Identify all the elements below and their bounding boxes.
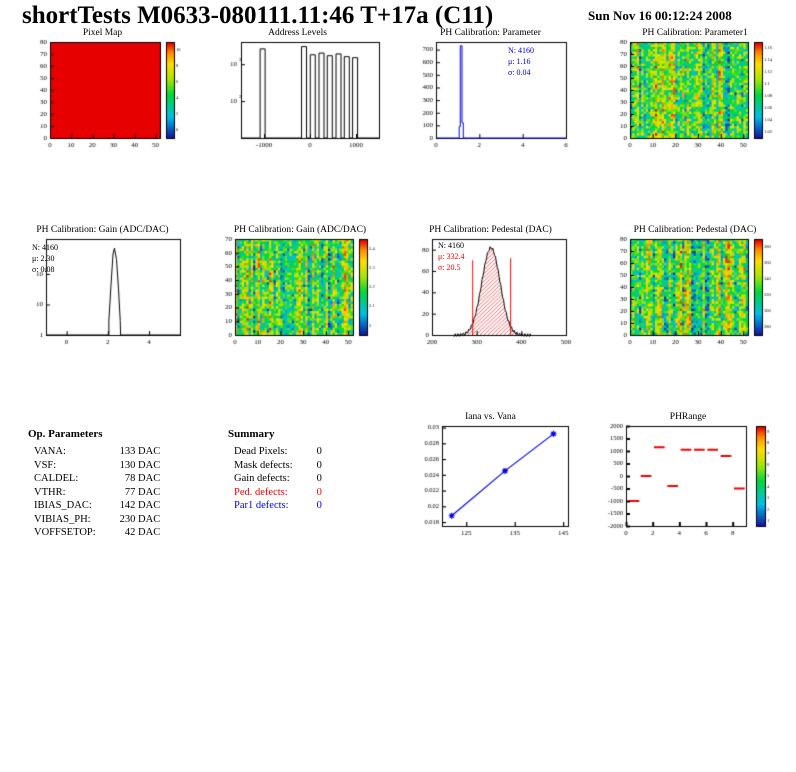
table-row (34, 514, 160, 528)
panel-title-pedestal-map: PH Calibration: Pedestal (DAC) (633, 225, 757, 235)
panel-pixel-map (10, 28, 195, 163)
row-label: Dead Pixels: (234, 446, 288, 457)
row-value: 0 (316, 473, 322, 484)
table-row (234, 446, 322, 460)
panel-title-gain-hist: PH Calibration: Gain (ADC/DAC) (36, 225, 169, 235)
table-row (234, 473, 322, 487)
row-value: 130 DAC (119, 459, 161, 471)
row-label: VIBIAS_PH: (34, 513, 91, 525)
row-value: 0 (316, 500, 322, 511)
panel-title-iana-vs-vana: Iana vs. Vana (465, 412, 516, 422)
stat-n-ph-parameter: N: 4160 (508, 46, 534, 55)
ph-parameter1-map-plot (608, 38, 786, 153)
row-label: Ped. defects: (234, 486, 288, 498)
table-row (234, 460, 322, 474)
panel-title-pedestal-hist: PH Calibration: Pedestal (DAC) (429, 225, 552, 235)
op-parameters-heading: Op. Parameters (28, 428, 103, 440)
stat-n-gain: N: 4160 (32, 243, 58, 252)
panel-address-levels (205, 28, 390, 163)
panel-ph-parameter (398, 28, 583, 163)
pedestal-hist-plot (406, 235, 581, 350)
address-levels-plot (213, 38, 388, 153)
iana-vs-vana-plot (406, 422, 581, 544)
table-row (234, 500, 322, 514)
stat-sigma-gain: σ: 0.08 (32, 265, 55, 274)
panel-title-pixel-map: Pixel Map (82, 28, 123, 38)
panel-title-address-levels: Address Levels (268, 28, 327, 38)
page-title: shortTests M0633-080111.11:46 T+17a (C11) (22, 2, 494, 29)
panel-title-gain-map: PH Calibration: Gain (ADC/DAC) (233, 225, 367, 235)
row-label: IBIAS_DAC: (34, 500, 92, 511)
table-row (234, 487, 322, 501)
phrange-plot (596, 422, 786, 544)
row-value: 77 DAC (124, 486, 161, 498)
op-parameters-table (28, 428, 160, 541)
pixel-map-plot (28, 38, 188, 153)
panel-phrange (588, 412, 788, 552)
panel-iana-vs-vana (398, 412, 583, 552)
row-value: 78 DAC (124, 473, 161, 484)
panel-pedestal-hist (398, 225, 583, 360)
row-label: Par1 defects: (234, 500, 289, 511)
panel-title-phrange: PHRange (669, 412, 707, 422)
row-value: 142 DAC (119, 500, 161, 511)
pedestal-map-plot (608, 235, 786, 350)
stat-mu-pedestal: μ: 332.4 (438, 252, 465, 261)
stat-sigma-pedestal: σ: 20.5 (438, 263, 461, 272)
stat-sigma-ph-parameter: σ: 0.04 (508, 68, 531, 77)
stat-mu-ph-parameter: μ: 1.16 (508, 57, 531, 66)
timestamp: Sun Nov 16 00:12:24 2008 (588, 8, 732, 23)
row-label: VANA: (34, 446, 66, 457)
panel-title-ph-parameter: PH Calibration: Parameter (440, 28, 541, 38)
table-row (34, 473, 160, 487)
row-label: Mask defects: (234, 459, 293, 471)
panel-pedestal-map (600, 225, 790, 360)
row-value: 0 (316, 459, 322, 471)
row-label: VTHR: (34, 486, 66, 498)
row-value: 133 DAC (119, 446, 161, 457)
table-row (34, 460, 160, 474)
row-label: VSF: (34, 459, 57, 471)
table-row (34, 446, 160, 460)
row-label: CALDEL: (34, 473, 79, 484)
stat-mu-gain: μ: 2.30 (32, 254, 55, 263)
row-label: VOFFSETOP: (34, 527, 96, 538)
table-row (34, 500, 160, 514)
panel-title-ph-parameter1-map: PH Calibration: Parameter1 (642, 28, 748, 38)
summary-heading: Summary (228, 428, 275, 440)
panel-gain-hist (10, 225, 195, 360)
row-value: 230 DAC (119, 513, 161, 525)
table-row (34, 527, 160, 541)
summary-table (228, 428, 322, 514)
row-value: 0 (316, 446, 322, 457)
panel-gain-map (205, 225, 395, 360)
table-row (34, 487, 160, 501)
row-label: Gain defects: (234, 473, 290, 484)
panel-ph-parameter1-map (600, 28, 790, 163)
gain-map-plot (213, 235, 391, 350)
ph-parameter-plot (406, 38, 581, 153)
stat-n-pedestal: N: 4160 (438, 241, 464, 250)
row-value: 42 DAC (124, 527, 161, 538)
row-value: 0 (316, 486, 322, 498)
